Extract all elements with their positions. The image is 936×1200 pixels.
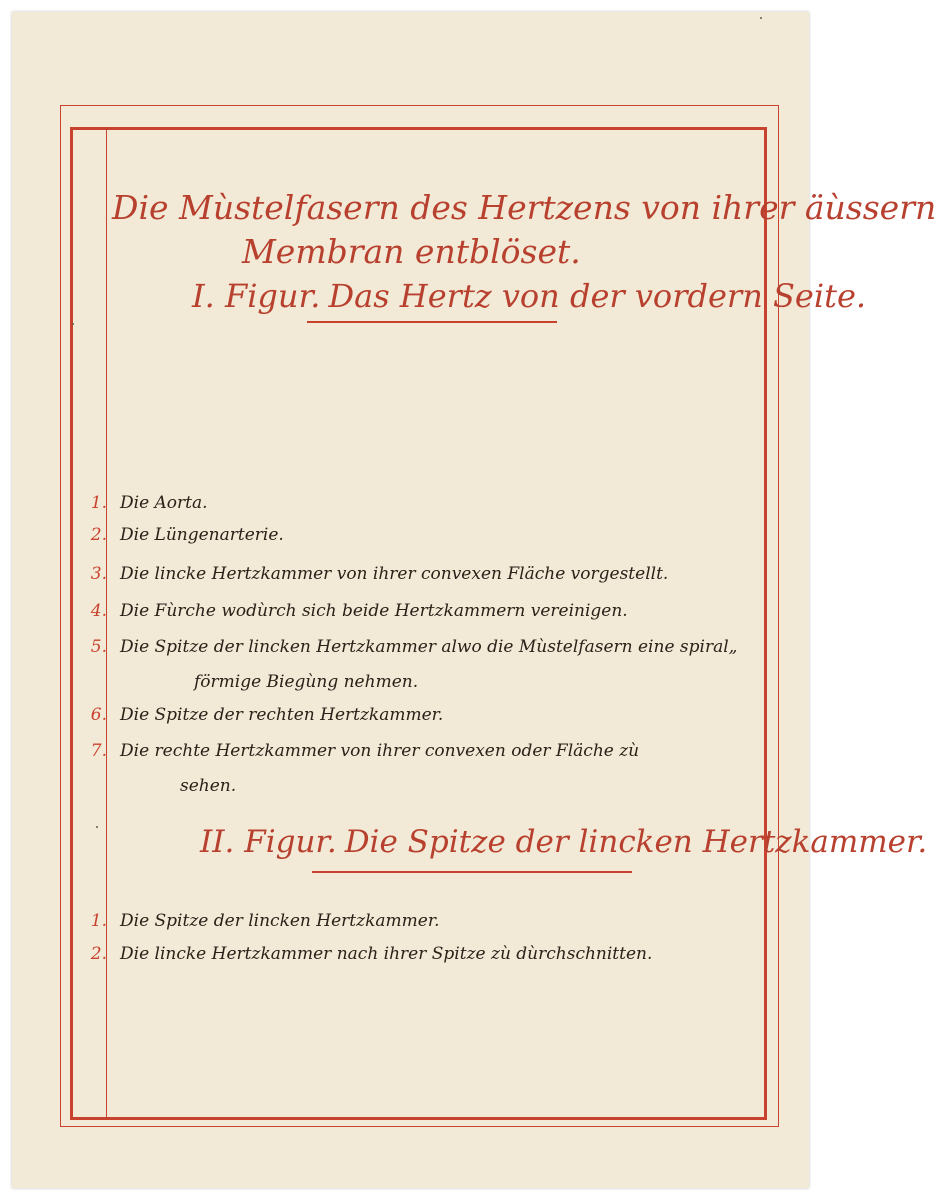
figure-2-caption: Die Spitze der lincken Hertzkammer. — [344, 824, 928, 860]
legend-text: Die Aorta. — [120, 493, 208, 513]
inner-border — [70, 127, 936, 1120]
legend-number: 1. — [90, 493, 107, 513]
legend-number: 7. — [90, 741, 107, 761]
margin-rule — [106, 130, 107, 1117]
legend-number: 6. — [90, 705, 107, 725]
figure-2-underline — [312, 871, 632, 873]
legend-number: 4. — [90, 601, 107, 621]
figure-1-caption: Das Hertz von der vordern Seite. — [328, 277, 867, 315]
legend-text-continuation: förmige Biegùng nehmen. — [194, 672, 419, 692]
figure-1-underline — [307, 321, 557, 323]
paper-speck — [760, 17, 762, 19]
legend-text-continuation: sehen. — [180, 776, 237, 796]
legend-text: Die lincke Hertzkammer nach ihrer Spitze zù dùrchschnitten. — [120, 944, 653, 964]
manuscript-page — [12, 12, 936, 1188]
figure-2-heading — [200, 824, 927, 860]
title-line-1: Die Mùstelfasern des Hertzens von ihrer äùssern — [112, 188, 936, 227]
legend-text: Die Spitze der lincken Hertzkammer alwo die Mùstelfasern eine spiral„ — [120, 637, 738, 657]
legend-number: 2. — [90, 525, 107, 545]
legend-text: Die Lüngenarterie. — [120, 525, 284, 545]
paper-speck — [72, 323, 74, 325]
legend-text: Die Fùrche wodùrch sich beide Hertzkammern vereinigen. — [120, 601, 628, 621]
title-line-2: Membran entblöset. — [242, 232, 581, 271]
legend-text: Die Spitze der rechten Hertzkammer. — [120, 705, 444, 725]
legend-text: Die rechte Hertzkammer von ihrer convexen oder Fläche zù — [120, 741, 640, 761]
figure-1-label: I. Figur. — [192, 277, 321, 315]
figure-2-label: II. Figur. — [200, 824, 337, 860]
legend-text: Die lincke Hertzkammer von ihrer convexen Fläche vorgestellt. — [120, 564, 669, 584]
legend-number: 1. — [90, 911, 107, 931]
paper-speck — [96, 826, 98, 828]
legend-number: 2. — [90, 944, 107, 964]
figure-1-heading — [192, 277, 866, 315]
legend-text: Die Spitze der lincken Hertzkammer. — [120, 911, 440, 931]
legend-number: 5. — [90, 637, 107, 657]
legend-number: 3. — [90, 564, 107, 584]
